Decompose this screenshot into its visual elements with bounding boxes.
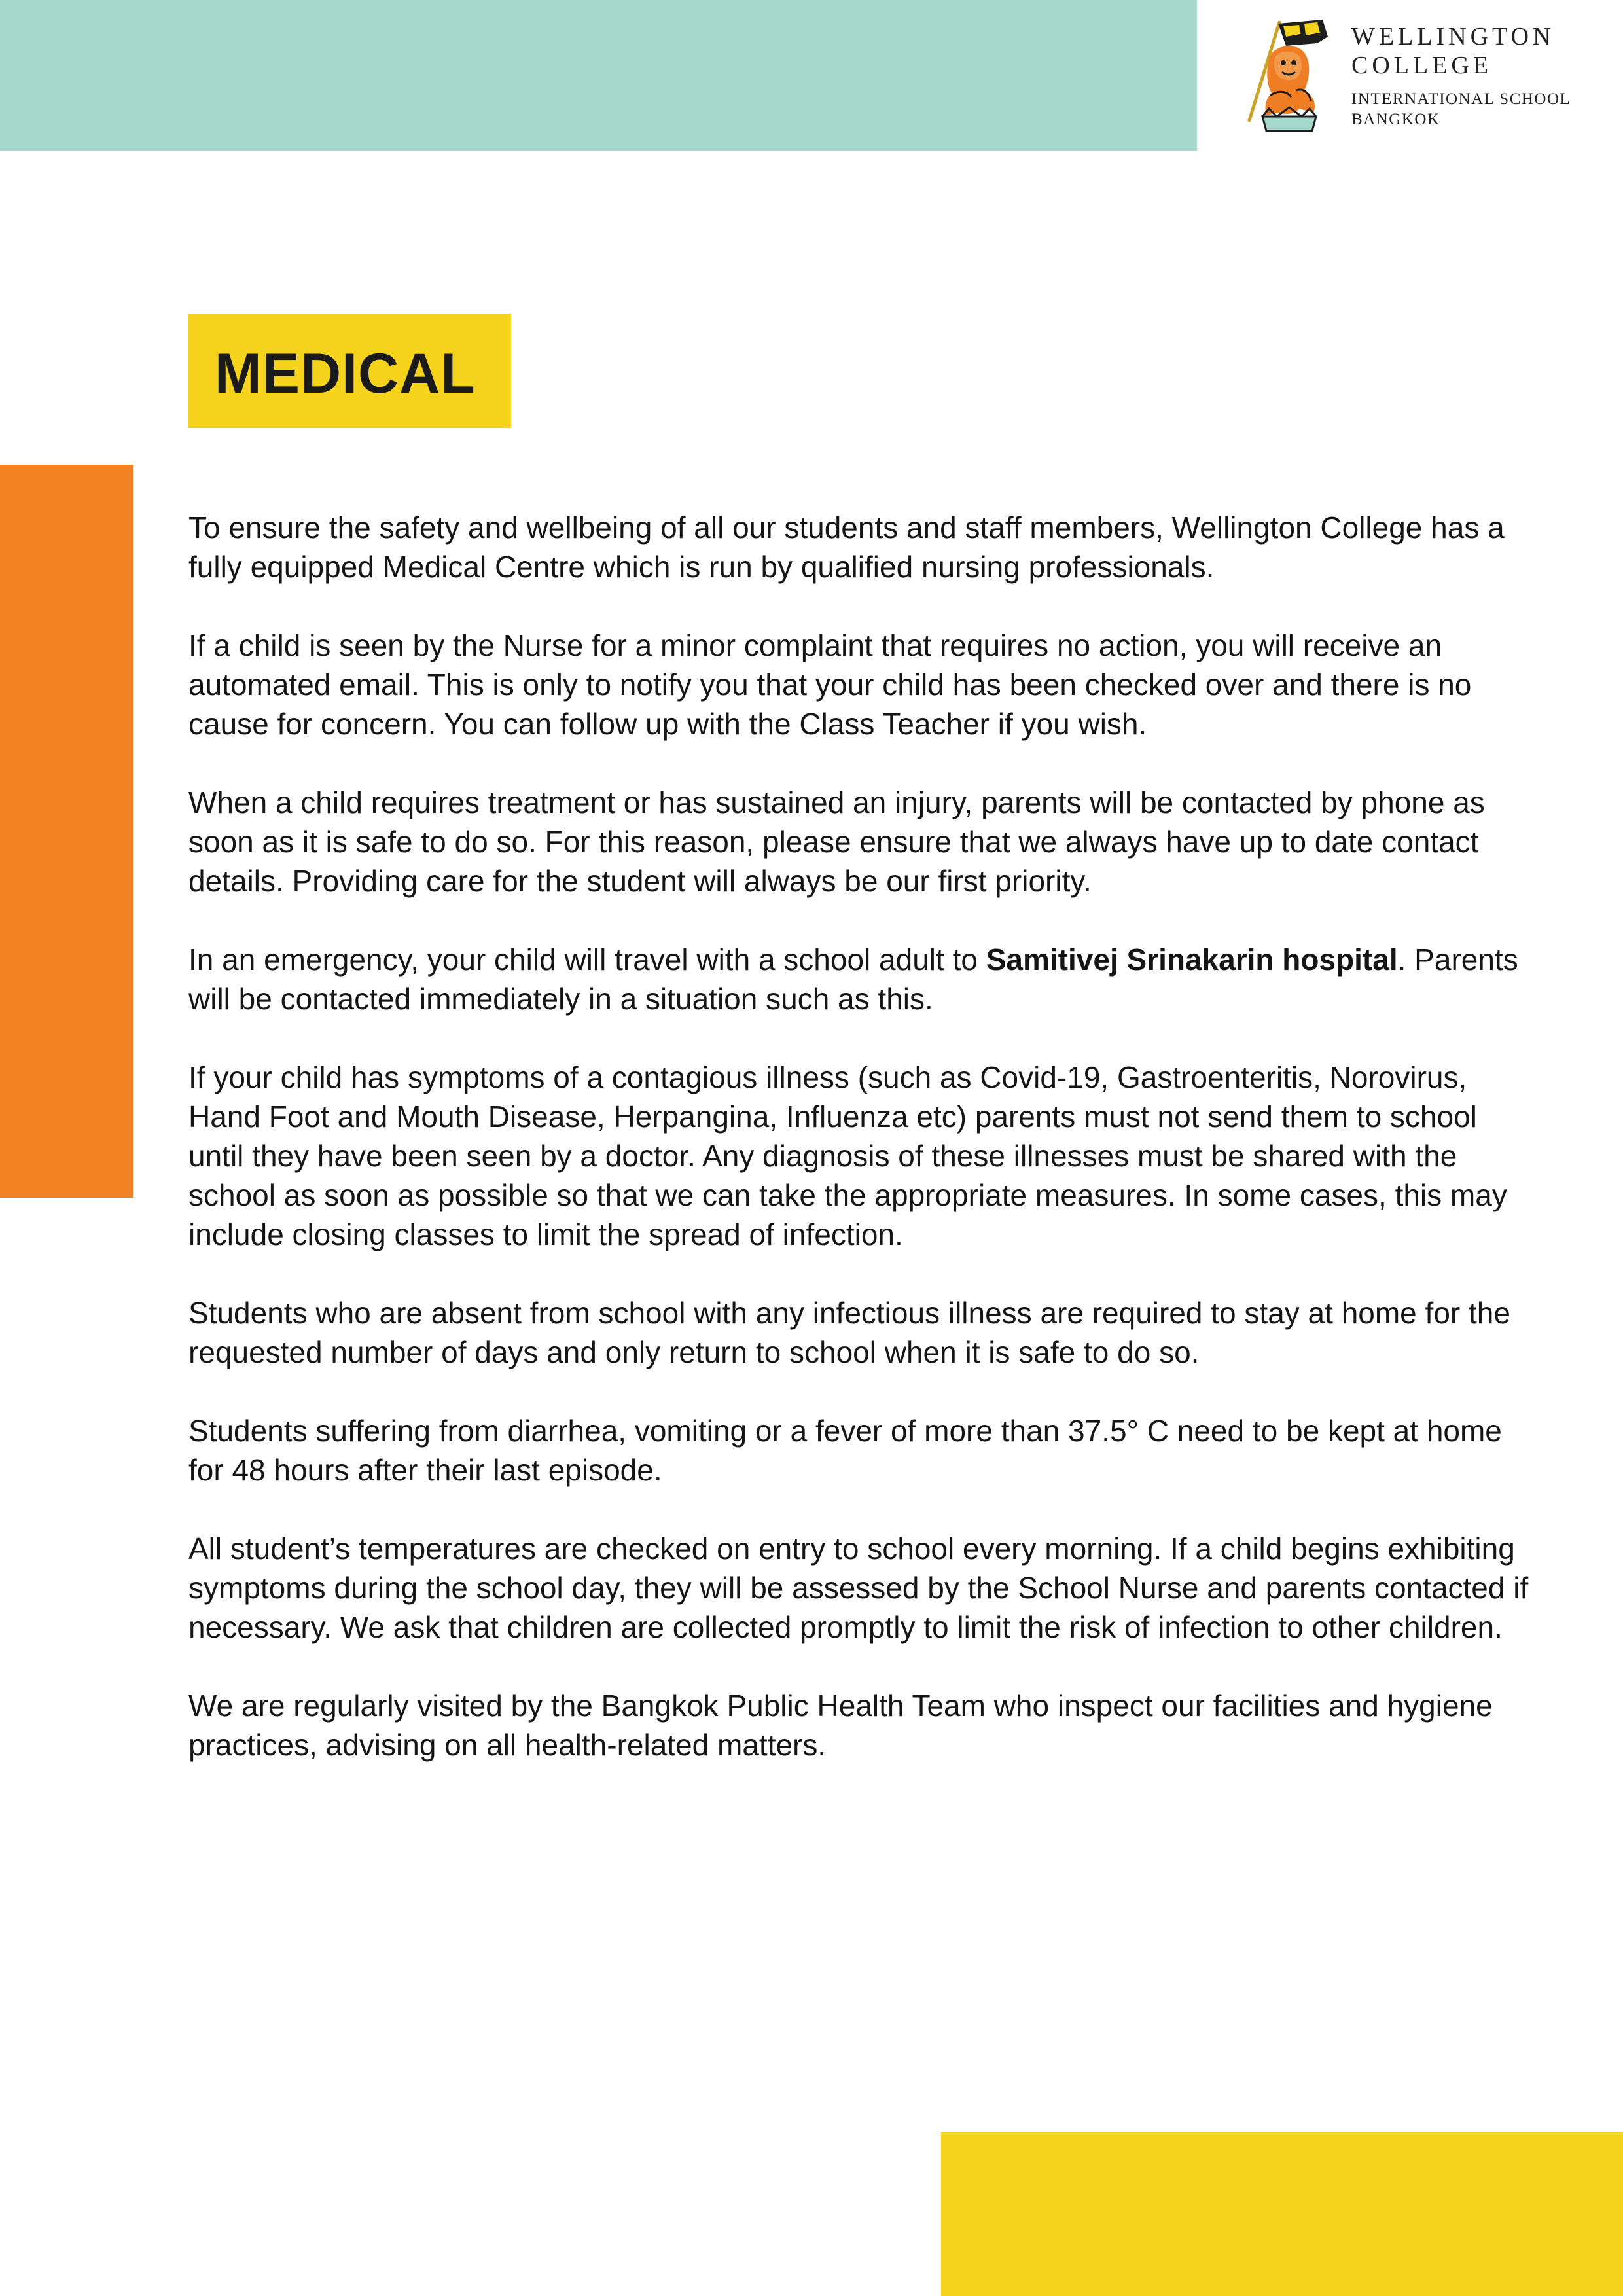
logo-sub-line1: INTERNATIONAL SCHOOL [1351, 90, 1571, 108]
paragraph-emergency [188, 940, 1537, 1018]
hospital-name: Samitivej Srinakarin hospital [986, 942, 1398, 977]
top-teal-band [0, 0, 1197, 151]
paragraph-temperature-checks: All student’s temperatures are checked on entry to school every morning. If a child begins exhibiting symptoms during the school day, they will be assessed by the School Nurse and parents contacted if necessary. We ask that children are collected promptly to limit the risk of infection to other children. [188, 1532, 1529, 1644]
paragraph-minor-complaint: If a child is seen by the Nurse for a minor complaint that requires no action, you will receive an automated email. This is only to notify you that your child has been checked over and there is no cause for concern. You can follow up with the Class Teacher if you wish. [188, 628, 1472, 741]
page-title: MEDICAL [215, 342, 476, 405]
paragraph-public-health: We are regularly visited by the Bangkok Public Health Team who inspect our facilities and hygiene practices, advising on all health-related matters. [188, 1689, 1493, 1762]
logo-name-line2: COLLEGE [1351, 52, 1493, 79]
paragraph-treatment-injury: When a child requires treatment or has sustained an injury, parents will be contacted by phone as soon as it is safe to do so. For this reason, please ensure that we always have up to date contact details. Providing care for the student will always be our first priority. [188, 785, 1485, 898]
section-title-box [188, 314, 511, 428]
school-logo [1240, 14, 1594, 139]
emergency-text-before: In an emergency, your child will travel with a school adult to [188, 942, 986, 977]
paragraph-diarrhea-fever: Students suffering from diarrhea, vomiting or a fever of more than 37.5° C need to be kept at home for 48 hours after their last episode. [188, 1414, 1502, 1487]
body-content [188, 508, 1537, 1804]
logo-sub-line2: BANGKOK [1351, 111, 1440, 128]
bottom-yellow-band [941, 2132, 1623, 2296]
paragraph-absence: Students who are absent from school with any infectious illness are required to stay at home for the requested number of days and only return to school when it is safe to do so. [188, 1296, 1510, 1369]
lion-crest-icon [1240, 17, 1338, 135]
paragraph-medical-centre: To ensure the safety and wellbeing of all our students and staff members, Wellington College has a fully equipped Medical Centre which is run by qualified nursing professionals. [188, 511, 1505, 584]
logo-name-line1: WELLINGTON [1351, 23, 1555, 50]
side-orange-band [0, 465, 133, 1198]
emergency-text-after: . Parents will be contacted immediately in a situation such as this. [188, 942, 1518, 1016]
paragraph-contagious-illness: If your child has symptoms of a contagious illness (such as Covid-19, Gastroenteritis, Norovirus, Hand Foot and Mouth Disease, Herpangina, Influenza etc) parents must not send them to school until they have been seen by a doctor. Any diagnosis of these illnesses must be shared with the school as soon as possible so that we can take the appropriate measures. In some cases, this may include closing classes to limit the spread of infection. [188, 1060, 1507, 1251]
logo-wordmark [1351, 22, 1571, 130]
